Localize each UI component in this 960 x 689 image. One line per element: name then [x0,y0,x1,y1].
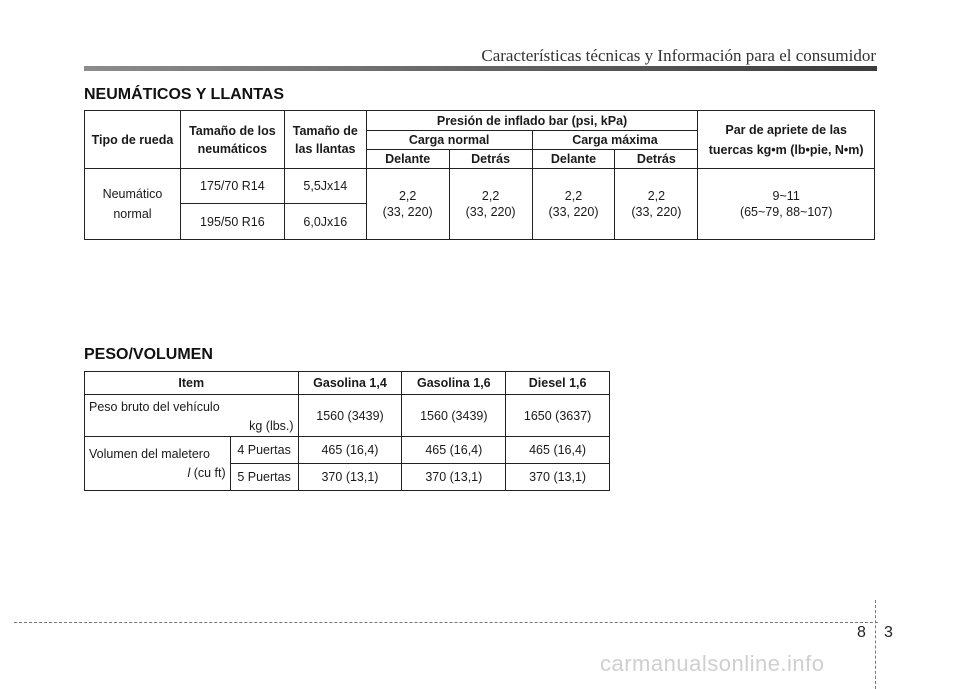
gross-weight-gas16: 1560 (3439) [402,395,506,437]
header-max-rear: Detrás [615,150,698,169]
pressure-max-rear [615,169,698,240]
torque-cell [698,169,875,240]
gross-weight-label-cell [85,395,299,437]
weight-section-title: PESO/VOLUMEN [84,346,213,363]
header-tire-size [180,111,284,169]
header-diesel16: Diesel 1,6 [506,372,610,395]
tires-table [84,110,875,240]
header-pressure: Presión de inflado bar (psi, kPa) [366,111,698,131]
torque-units: (65~79, 88~107) [739,205,833,219]
header-max-front: Delante [532,150,615,169]
header-gas14: Gasolina 1,4 [298,372,402,395]
page-number-page: 3 [884,624,893,641]
header-gas16: Gasolina 1,6 [402,372,506,395]
table-row [85,437,610,464]
luggage-4-doors-diesel16: 465 (16,4) [506,437,610,464]
header-normal-rear: Detrás [449,150,532,169]
luggage-5-doors-label: 5 Puertas [230,464,298,491]
header-normal-load: Carga normal [366,131,532,150]
header-tire-size-line2: neumáticos [197,141,268,156]
header-max-load: Carga máxima [532,131,698,150]
header-rim-size-line2: las llantas [295,141,356,156]
table-row [85,395,610,437]
luggage-4-doors-label: 4 Puertas [230,437,298,464]
tires-section-title: NEUMÁTICOS Y LLANTAS [84,86,285,103]
pressure-max-front [532,169,615,240]
page-header-title: Características técnicas y Información para el consumidor [481,46,876,65]
page-number-section: 8 [857,624,866,641]
wheel-type-cell [85,169,181,240]
luggage-label-cell [85,437,231,491]
rim-size-1: 5,5Jx14 [284,169,366,204]
header-torque-line1: Par de apriete de las [725,122,847,137]
luggage-5-doors-gas14: 370 (13,1) [298,464,402,491]
gross-weight-gas14: 1560 (3439) [298,395,402,437]
weight-volume-table [84,371,610,491]
gross-weight-unit: kg (lbs.) [249,418,294,433]
header-rim-size-line1: Tamaño de [292,123,358,138]
header-torque-line2: tuercas kg•m (lb•pie, N•m) [708,142,864,157]
pressure-units: (33, 220) [382,205,433,219]
luggage-unit-symbol: l [187,465,191,480]
wheel-type-line1: Neumático [102,187,163,201]
luggage-4-doors-gas14: 465 (16,4) [298,437,402,464]
header-rim-size [284,111,366,169]
header-wheel-type: Tipo de rueda [85,111,181,169]
pressure-normal-rear [449,169,532,240]
header-normal-front: Delante [366,150,449,169]
pressure-value: 2,2 [481,189,500,203]
gross-weight-diesel16: 1650 (3637) [506,395,610,437]
luggage-unit [89,464,226,483]
pressure-value: 2,2 [647,189,666,203]
pressure-value: 2,2 [564,189,583,203]
pressure-units: (33, 220) [631,205,682,219]
footer-dashed-line [14,622,878,623]
torque-value: 9~11 [772,189,800,203]
table-row [85,169,875,204]
tire-size-1: 175/70 R14 [180,169,284,204]
luggage-label: Volumen del maletero [89,446,210,461]
luggage-5-doors-diesel16: 370 (13,1) [506,464,610,491]
gross-weight-label: Peso bruto del vehículo [89,399,220,414]
pressure-units: (33, 220) [548,205,599,219]
rim-size-2: 6,0Jx16 [284,204,366,240]
footer-vertical-dashed-line [875,600,876,689]
header-rule [84,66,877,71]
pressure-normal-front [366,169,449,240]
pressure-units: (33, 220) [465,205,516,219]
pressure-value: 2,2 [398,189,417,203]
tire-size-2: 195/50 R16 [180,204,284,240]
header-item: Item [85,372,299,395]
wheel-type-line2: normal [113,207,152,221]
luggage-4-doors-gas16: 465 (16,4) [402,437,506,464]
luggage-5-doors-gas16: 370 (13,1) [402,464,506,491]
watermark-text: carmanualsonline.info [600,651,825,676]
header-torque [698,111,875,169]
header-tire-size-line1: Tamaño de los [189,123,276,138]
luggage-unit-rest: (cu ft) [190,465,226,480]
